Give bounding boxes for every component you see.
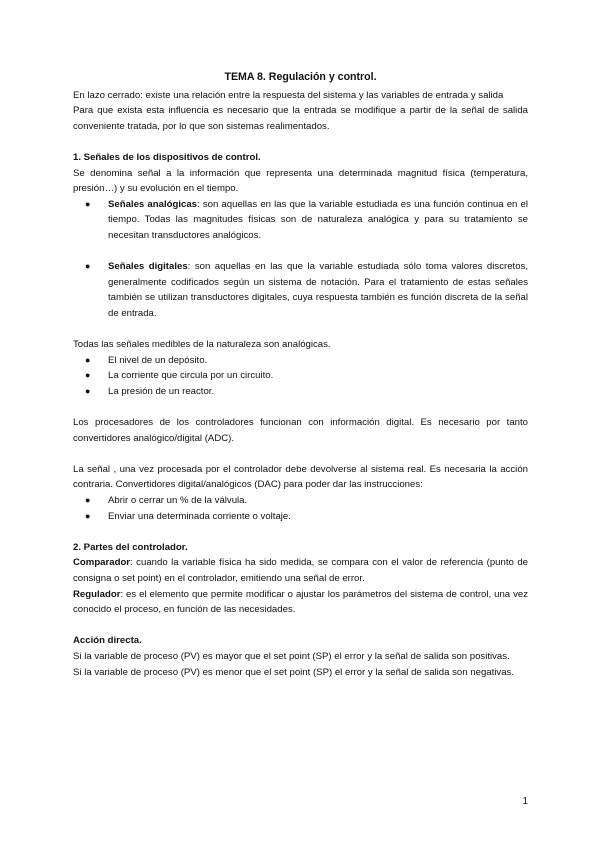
accion-line-2: Si la variable de proceso (PV) es menor que el set point (SP) el error y la señal de salida son negativas.: [73, 666, 515, 678]
comparador-text: : cuando la variable física ha sido medida, se compara con el valor de referencia (punto de consigna o set point) en el controlador, emitiendo una señal de error.: [73, 557, 528, 584]
processors-paragraph: Los procesadores de los controladores funcionan con información digital. Es necesario por tanto convertidores analógico/digital (ADC).: [73, 417, 528, 444]
instructions-list: [73, 493, 528, 524]
signal-types-list: [73, 197, 528, 244]
list-item: [73, 368, 528, 384]
regulador-paragraph: [73, 587, 528, 618]
list-item: [73, 259, 528, 321]
accion-line-1: Si la variable de proceso (PV) es mayor que el set point (SP) el error y la señal de salida son positivas.: [73, 650, 510, 662]
bullet-icon: ●: [85, 370, 91, 381]
list-item-text: Enviar una determinada corriente o voltaje.: [108, 510, 291, 522]
bullet-icon: ●: [85, 510, 91, 521]
bullet-icon: ●: [85, 495, 91, 506]
list-item-text: El nivel de un depósito.: [108, 354, 208, 366]
regulador-term: Regulador: [73, 588, 121, 600]
return-paragraph: La señal , una vez procesada por el controlador debe devolverse al sistema real. Es necesaria la acción contraria. Convertidores digital/analógicos (DAC) para poder dar las instrucciones:: [73, 463, 528, 491]
list-item: [73, 353, 528, 369]
analog-signals-term: Señales analógicas: [108, 198, 198, 210]
analog-signals-text: : son aquellas en las que la variable estudiada es una función continua en el tiempo. Todas las magnitudes físicas son de naturaleza analógica y para su tratamiento se necesitan transductores analógicos.: [108, 198, 528, 241]
list-item: [73, 384, 528, 400]
intro-paragraph-2: Para que exista esta influencia es necesario que la entrada se modifique a partir de la señal de salida conveniente tratada, por lo que son sistemas realimentados.: [73, 105, 528, 132]
list-item-text: Abrir o cerrar un % de la válvula.: [108, 495, 248, 507]
bullet-icon: ●: [85, 261, 91, 272]
list-item: [73, 509, 528, 525]
accion-directa-heading: Acción directa.: [73, 635, 142, 647]
list-item: [73, 197, 528, 244]
analog-lead: Todas las señales medibles de la naturaleza son analógicas.: [73, 339, 331, 351]
digital-signals-term: Señales digitales: [108, 261, 188, 273]
regulador-text: : es el elemento que permite modificar o ajustar los parámetros del sistema de control, una vez conocido el proceso, en función de las necesidades.: [73, 588, 528, 616]
section-2-heading: 2. Partes del controlador.: [73, 541, 188, 553]
intro-paragraph-1: En lazo cerrado: existe una relación entre la respuesta del sistema y las variables de entrada y salida: [73, 89, 504, 101]
bullet-icon: ●: [85, 385, 91, 396]
page-number: 1: [522, 796, 528, 807]
page-title: TEMA 8. Regulación y control.: [224, 71, 377, 83]
bullet-icon: ●: [85, 354, 91, 365]
comparador-term: Comparador: [73, 557, 131, 569]
section-1-heading: 1. Señales de los dispositivos de control.: [73, 151, 261, 163]
digital-signals-text: : son aquellas en las que la variable estudiada sólo toma valores discretos, generalmente codificados según un sistema de notación. Para el tratamiento de estas señales también se utilizan transductores digitales, cuya respuesta también es función discreta de la señal de entrada.: [108, 261, 528, 319]
analog-examples-list: [73, 353, 528, 400]
list-item: [73, 493, 528, 509]
bullet-icon: ●: [85, 198, 91, 209]
document-body: [73, 70, 528, 680]
section-1-paragraph: Se denomina señal a la información que representa una determinada magnitud física (temperatura, presión…) y su evolución en el tiempo.: [73, 167, 528, 195]
list-item-text: La presión de un reactor.: [108, 385, 215, 397]
list-item-text: La corriente que circula por un circuito.: [108, 370, 274, 382]
comparador-paragraph: [73, 555, 528, 586]
signal-types-list-2: [73, 259, 528, 321]
